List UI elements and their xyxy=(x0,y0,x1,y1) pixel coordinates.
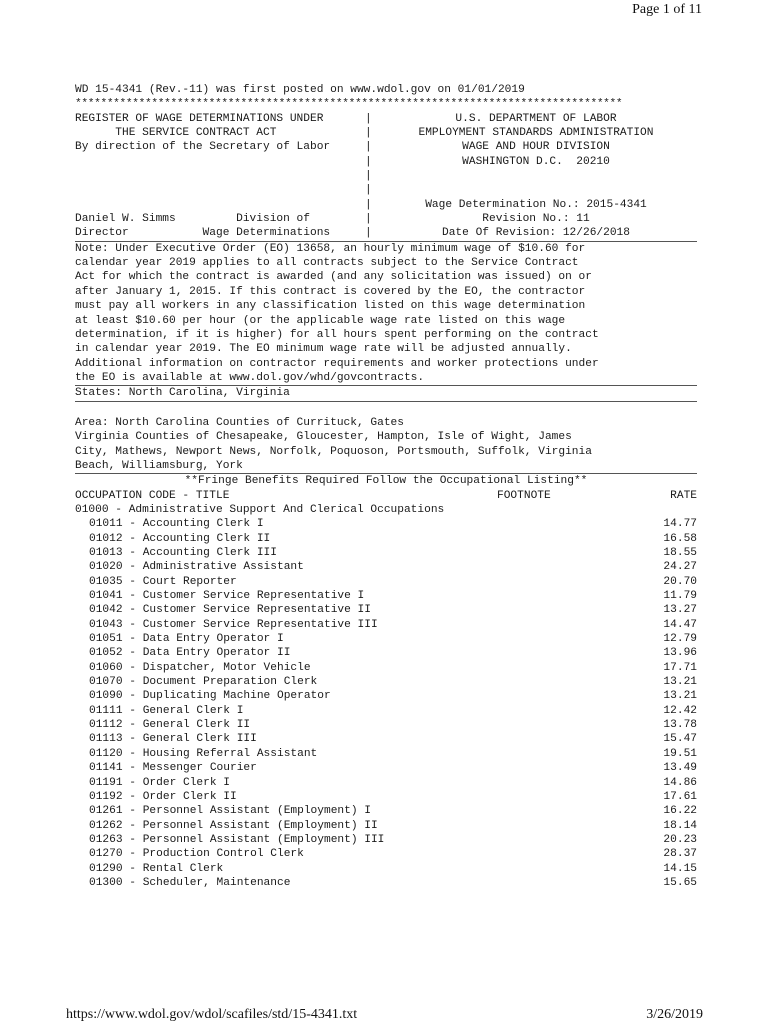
header-right-text: Wage Determination No.: 2015-4341 xyxy=(425,198,647,211)
occupation-code-title: 01090 - Duplicating Machine Operator xyxy=(89,690,331,703)
states-line: States: North Carolina, Virginia xyxy=(75,386,697,401)
occupation-code-title: 01192 - Order Clerk II xyxy=(89,790,237,803)
occupation-rate: 13.27 xyxy=(663,604,697,617)
occupation-row xyxy=(75,704,697,718)
occupation-list xyxy=(75,517,697,890)
header-row xyxy=(75,155,697,169)
occupation-rate: 20.70 xyxy=(663,575,697,588)
area-line: Beach, Williamsburg, York xyxy=(75,459,243,472)
occupation-code-title: 01070 - Document Preparation Clerk xyxy=(89,676,318,689)
note-line: must pay all workers in any classification listed on this wage determination xyxy=(75,300,586,313)
occupation-code-title: 01012 - Accounting Clerk II xyxy=(89,532,271,545)
occupation-rate: 24.27 xyxy=(663,561,697,574)
occupation-rate: 14.15 xyxy=(663,862,697,875)
occupation-row xyxy=(75,646,697,660)
header-row xyxy=(75,198,697,212)
occupation-rate: 13.21 xyxy=(663,690,697,703)
occupation-row xyxy=(75,560,697,574)
header-row xyxy=(75,112,697,126)
header-row xyxy=(75,183,697,197)
occupation-row xyxy=(75,833,697,847)
occupation-code-title: 01262 - Personnel Assistant (Employment) II xyxy=(89,819,378,832)
occupation-rate: 13.49 xyxy=(663,762,697,775)
occupation-row xyxy=(75,632,697,646)
footer-url: https://www.wdol.gov/wdol/scafiles/std/15-4341.txt xyxy=(66,1007,358,1022)
occupation-row xyxy=(75,876,697,890)
header-divider: | xyxy=(365,112,372,125)
occupation-row xyxy=(75,517,697,531)
occupation-code-title: 01060 - Dispatcher, Motor Vehicle xyxy=(89,661,311,674)
occupation-code-title: 01041 - Customer Service Representative I xyxy=(89,590,365,603)
header-right-text: WAGE AND HOUR DIVISION xyxy=(462,141,610,154)
column-header-code-title: OCCUPATION CODE - TITLE xyxy=(75,489,230,502)
occupation-rate: 14.47 xyxy=(663,618,697,631)
occupation-rate: 11.79 xyxy=(663,590,697,603)
occupation-code-title: 01043 - Customer Service Representative III xyxy=(89,618,378,631)
occupation-row xyxy=(75,589,697,603)
occupation-row xyxy=(75,819,697,833)
occupation-rate: 20.23 xyxy=(663,833,697,846)
occupation-rate: 16.58 xyxy=(663,532,697,545)
area-line: Virginia Counties of Chesapeake, Gloucester, Hampton, Isle of Wight, James xyxy=(75,431,572,444)
header-row xyxy=(75,169,697,183)
occupation-rate: 14.77 xyxy=(663,518,697,531)
occupation-rate: 15.47 xyxy=(663,733,697,746)
occupation-code-title: 01051 - Data Entry Operator I xyxy=(89,633,284,646)
occupation-row xyxy=(75,804,697,818)
occupation-row xyxy=(75,618,697,632)
note-line: in calendar year 2019. The EO minimum wage rate will be adjusted annually. xyxy=(75,343,572,356)
header-left-text xyxy=(75,155,365,169)
occupation-code-title: 01011 - Accounting Clerk I xyxy=(89,518,264,531)
header-divider: | xyxy=(365,127,372,140)
header-divider: | xyxy=(365,170,372,183)
occupation-row xyxy=(75,790,697,804)
occupation-rate: 17.71 xyxy=(663,661,697,674)
occupation-code-title: 01020 - Administrative Assistant xyxy=(89,561,304,574)
header-block xyxy=(75,112,697,242)
occupation-rate: 18.14 xyxy=(663,819,697,832)
occupation-code-title: 01300 - Scheduler, Maintenance xyxy=(89,876,291,889)
note-line: determination, if it is higher) for all hours spent performing on the contract xyxy=(75,328,599,341)
occupation-code-title: 01112 - General Clerk II xyxy=(89,719,251,732)
area-line: City, Mathews, Newport News, Norfolk, Poquoson, Portsmouth, Suffolk, Virginia xyxy=(75,445,592,458)
note-line: Act for which the contract is awarded (and any solicitation was issued) on or xyxy=(75,271,592,284)
header-row xyxy=(75,226,697,241)
header-divider: | xyxy=(365,227,372,240)
header-divider: | xyxy=(365,155,372,168)
occupation-row xyxy=(75,862,697,876)
occupation-code-title: 01042 - Customer Service Representative II xyxy=(89,604,371,617)
occupation-row xyxy=(75,747,697,761)
header-divider: | xyxy=(365,141,372,154)
column-headers xyxy=(75,489,697,503)
occupation-row xyxy=(75,689,697,703)
header-divider: | xyxy=(365,213,372,226)
occupation-rate: 13.21 xyxy=(663,676,697,689)
header-right-text: EMPLOYMENT STANDARDS ADMINISTRATION xyxy=(418,127,654,140)
occupation-row xyxy=(75,532,697,546)
occupation-rate: 12.79 xyxy=(663,633,697,646)
occupation-row xyxy=(75,675,697,689)
header-row xyxy=(75,140,697,154)
occupation-rate: 28.37 xyxy=(663,848,697,861)
occupation-row xyxy=(75,575,697,589)
header-left-text xyxy=(75,169,365,183)
occupation-rate: 17.61 xyxy=(663,790,697,803)
occupation-code-title: 01120 - Housing Referral Assistant xyxy=(89,747,318,760)
header-right-text: Revision No.: 11 xyxy=(482,213,590,226)
header-left-text: THE SERVICE CONTRACT ACT xyxy=(75,127,277,140)
occupation-rate: 15.65 xyxy=(663,876,697,889)
header-left-text: Daniel W. Simms Division of xyxy=(75,213,310,226)
header-right-text: WASHINGTON D.C. 20210 xyxy=(462,155,610,168)
note-line: Note: Under Executive Order (EO) 13658, an hourly minimum wage of $10.60 for xyxy=(75,242,586,255)
occupation-code-title: 01052 - Data Entry Operator II xyxy=(89,647,291,660)
occupation-code-title: 01270 - Production Control Clerk xyxy=(89,848,304,861)
occupation-row xyxy=(75,776,697,790)
occupation-code-title: 01013 - Accounting Clerk III xyxy=(89,547,277,559)
page-number: Page 1 of 11 xyxy=(632,2,702,17)
column-header-footnote: FOOTNOTE xyxy=(497,489,551,502)
column-header-rate: RATE xyxy=(670,489,697,502)
header-left-text xyxy=(75,198,365,212)
occupation-rate: 14.86 xyxy=(663,776,697,789)
header-left-text: By direction of the Secretary of Labor xyxy=(75,141,331,154)
posting-line: WD 15-4341 (Rev.-11) was first posted on www.wdol.gov on 01/01/2019 xyxy=(75,84,525,96)
occupation-rate: 13.96 xyxy=(663,647,697,660)
occupation-code-title: 01191 - Order Clerk I xyxy=(89,776,230,789)
note-line: Additional information on contractor requirements and worker protections under xyxy=(75,357,599,370)
occupation-row xyxy=(75,761,697,775)
occupation-row xyxy=(75,603,697,617)
note-line: calendar year 2019 applies to all contracts subject to the Service Contract xyxy=(75,257,579,270)
occupation-code-title: 01113 - General Clerk III xyxy=(89,733,257,746)
occupation-row xyxy=(75,847,697,861)
header-row xyxy=(75,126,697,140)
occupation-row xyxy=(75,718,697,732)
occupation-code-title: 01290 - Rental Clerk xyxy=(89,862,224,875)
occupation-code-title: 01111 - General Clerk I xyxy=(89,704,244,717)
occupation-rate: 19.51 xyxy=(663,747,697,760)
occupation-row xyxy=(75,732,697,746)
occupation-rate: 12.42 xyxy=(663,704,697,717)
fringe-benefits-note: **Fringe Benefits Required Follow the Occupational Listing** xyxy=(184,475,588,488)
occupation-code-title: 01263 - Personnel Assistant (Employment) III xyxy=(89,833,385,846)
area-line: Area: North Carolina Counties of Currituck, Gates xyxy=(75,416,404,429)
occupation-rate: 18.55 xyxy=(663,547,697,559)
header-right-text: U.S. DEPARTMENT OF LABOR xyxy=(455,112,617,125)
spacer xyxy=(75,402,697,416)
occupation-group-heading: 01000 - Administrative Support And Clerical Occupations xyxy=(75,503,445,516)
header-left-text xyxy=(75,183,365,197)
note-line: after January 1, 2015. If this contract is covered by the EO, the contractor xyxy=(75,285,586,298)
wage-determination-document xyxy=(75,83,697,890)
header-left-text: Director Wage Determinations xyxy=(75,227,331,240)
eo-note xyxy=(75,242,697,386)
header-left-text: REGISTER OF WAGE DETERMINATIONS UNDER xyxy=(75,112,324,125)
header-right-text xyxy=(375,169,697,183)
occupation-row xyxy=(75,661,697,675)
header-right-text xyxy=(375,183,697,197)
occupation-code-title: 01261 - Personnel Assistant (Employment) I xyxy=(89,805,371,818)
occupation-rate: 16.22 xyxy=(663,805,697,818)
header-divider: | xyxy=(365,198,372,211)
header-divider: | xyxy=(365,184,372,197)
occupation-code-title: 01035 - Court Reporter xyxy=(89,575,237,588)
area-description xyxy=(75,416,697,474)
occupation-code-title: 01141 - Messenger Courier xyxy=(89,762,257,775)
note-line: at least $10.60 per hour (or the applicable wage rate listed on this wage xyxy=(75,314,566,327)
occupation-rate: 13.78 xyxy=(663,719,697,732)
occupation-row xyxy=(75,546,697,560)
footer-date: 3/26/2019 xyxy=(646,1007,703,1022)
header-right-text: Date Of Revision: 12/26/2018 xyxy=(442,227,630,240)
note-line: the EO is available at www.dol.gov/whd/govcontracts. xyxy=(75,371,425,384)
separator-stars: ************************************************************************************** xyxy=(75,98,623,111)
header-row xyxy=(75,212,697,226)
